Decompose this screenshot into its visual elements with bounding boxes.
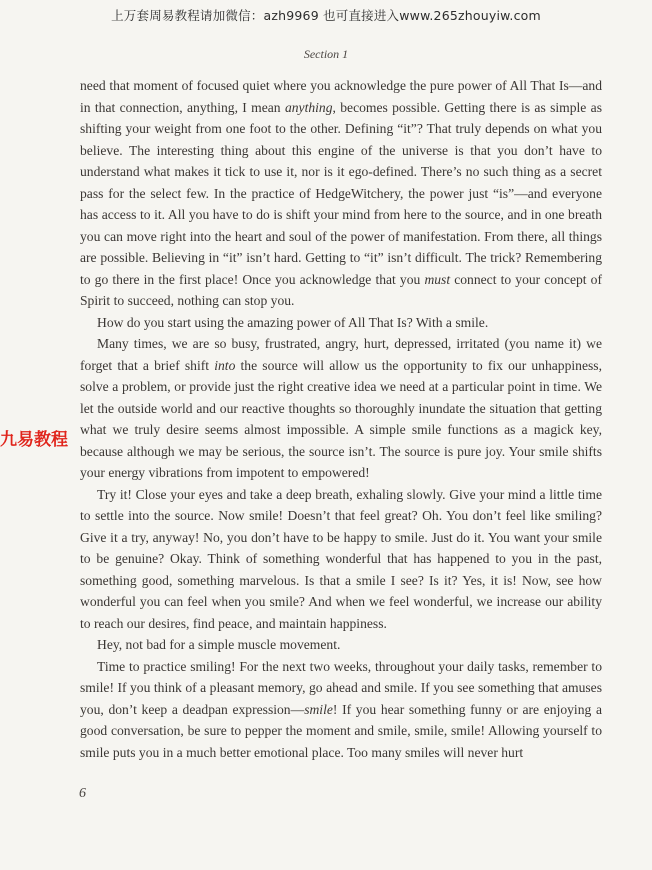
- paragraph: [80, 634, 602, 656]
- page-number: 6: [79, 786, 86, 801]
- watermark-side-label: 九易教程: [0, 424, 71, 451]
- paragraph: [80, 333, 602, 484]
- emphasis-text: anything: [284, 99, 333, 115]
- watermark-banner: 上万套周易教程请加微信：azh9969 也可直接进入www.265zhouyiw.com: [111, 8, 541, 23]
- paragraph: [80, 75, 602, 312]
- body-text: [80, 75, 602, 763]
- text-run: How do you start using the amazing power of All That Is? With a smile.: [97, 314, 489, 330]
- paragraph: [80, 656, 602, 764]
- paragraph: [80, 312, 602, 334]
- paragraph: [80, 484, 602, 635]
- text-run: need that moment of focused quiet where you acknowledge the pure power of All That Is—and in that connection, anything, I mean: [80, 78, 602, 115]
- text-run: the source will allow us the opportunity to fix our unhappiness, solve a problem, or provide just the right creative idea we need at a particular point in time. We let the outside world and our reactive thoughts so thoroughly inundate the situation that getting what we truly desire seems almost impossible. A simple smile functions as a magick key, because although we may be serious, the source isn’t. The source is pure joy. Your smile shifts your energy vibrations from impotent to empowered!: [80, 357, 602, 480]
- text-run: Many times, we are so busy, frustrated, angry, hurt, depressed, irritated (you name it) we forget that a brief shift: [80, 336, 602, 373]
- emphasis-text: must: [424, 271, 451, 287]
- text-run: ! If you hear something funny or are enjoying a good conversation, be sure to pepper the moment and smile, smile, smile! Allowing yourself to smile puts you in a much better emotional place. Too many smiles will never hurt: [80, 701, 602, 760]
- text-run: Try it! Close your eyes and take a deep breath, exhaling slowly. Give your mind a little time to settle into the source. Now smile! Doesn’t that feel great? Oh. You don’t feel like smiling? Give it a try, anyway! No, you don’t have to be happy to smile. Just do it. You want your smile to be genuine? Okay. Think of something wonderful that has happened to you in the past, something good, something marvelous. Is that a smile I see? Is it? Yes, it is! Now, see how wonderful you can feel when you smile? And when we feel wonderful, we increase our ability to reach our desires, find peace, and maintain happiness.: [80, 486, 602, 631]
- text-run: Hey, not bad for a simple muscle movement.: [97, 637, 341, 652]
- running-header: Section 1: [303, 47, 349, 61]
- text-run: Time to practice smiling! For the next two weeks, throughout your daily tasks, remember to smile! If you think of a pleasant memory, go ahead and smile. If you see something that amuses you, don’t keep a deadpan expression—: [80, 658, 602, 717]
- emphasis-text: into: [214, 357, 236, 373]
- emphasis-text: smile: [304, 701, 333, 717]
- text-run: , becomes possible. Getting there is as simple as shifting your weight from one foot to the other. Defining “it”? That truly depends on what you believe. The interesting thing about this engine of the universe is that you don’t have to understand what makes it tick to use it, nor is it ego-defined. There’s no such thing as a secret pass for the select few. In the practice of HedgeWitchery, the power just “is”—and everyone has access to it. All you have to do is shift your mind from here to the source, and in one breath you can move right into the heart and soul of the power of manifestation. From there, all things are possible. Believing in “it” isn’t hard. Getting to “it” isn’t difficult. The trick? Remembering to go there in the first place! Once you acknowledge that you: [80, 99, 602, 287]
- text-run: connect to your concept of Spirit to succeed, nothing can stop you.: [80, 271, 602, 308]
